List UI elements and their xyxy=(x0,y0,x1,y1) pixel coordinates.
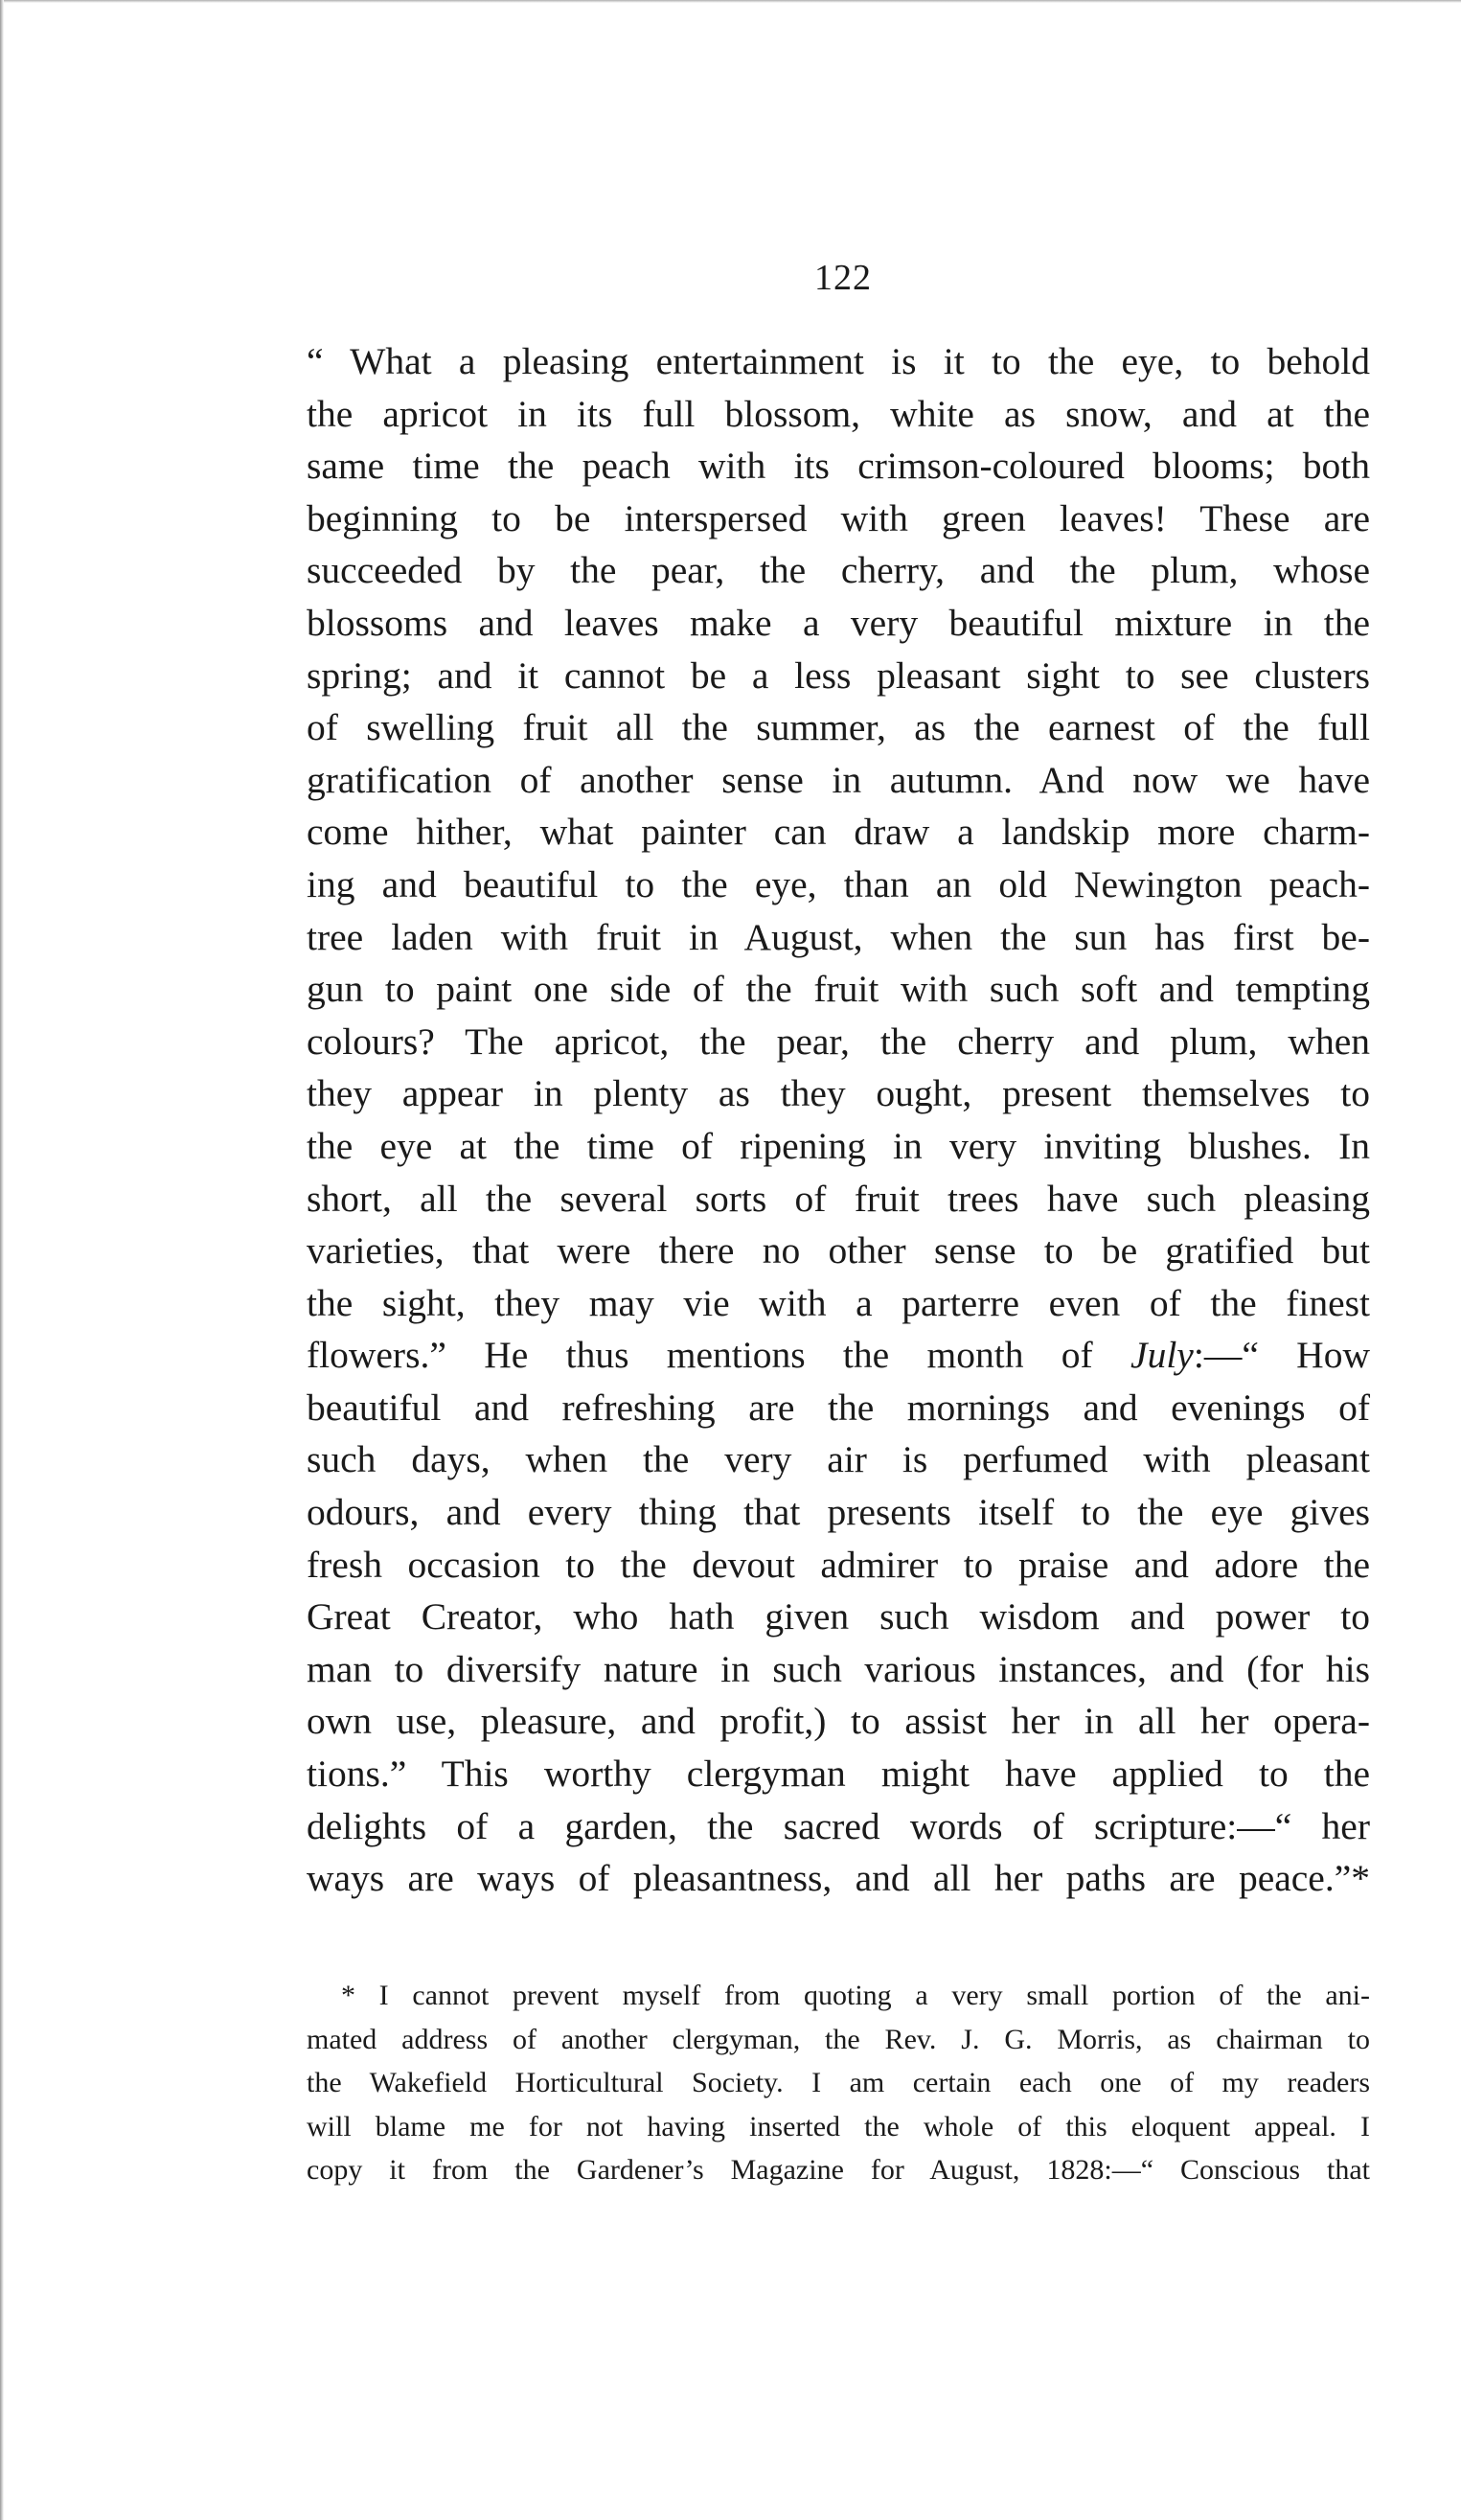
body-line: gratification of another sense in autumn. And now we have xyxy=(307,758,1370,801)
body-line: beautiful and refreshing are the mornings and evenings of xyxy=(307,1386,1370,1429)
body-line: succeeded by the pear, the cherry, and the plum, whose xyxy=(307,549,1370,592)
body-line: odours, and every thing that presents itself to the eye gives xyxy=(307,1491,1370,1534)
body-line: they appear in plenty as they ought, present themselves to xyxy=(307,1072,1370,1115)
body-line: come hither, what painter can draw a landskip more charm- xyxy=(307,811,1370,854)
footnote-line: mated address of another clergyman, the Rev. J. G. Morris, as chairman to xyxy=(307,2023,1370,2055)
body-line: Great Creator, who hath given such wisdom and power to xyxy=(307,1595,1370,1638)
body-line: man to diversify nature in such various instances, and (for his xyxy=(307,1647,1370,1690)
body-line: ing and beautiful to the eye, than an old Newington peach- xyxy=(307,862,1370,905)
body-line: the sight, they may vie with a parterre even of the finest xyxy=(307,1281,1370,1324)
page-number: 122 xyxy=(814,258,872,298)
body-line: of swelling fruit all the summer, as the earnest of the full xyxy=(307,706,1370,749)
body-line: short, all the several sorts of fruit trees have such pleasing xyxy=(307,1177,1370,1220)
page-top-edge xyxy=(0,0,1461,3)
month-name: July xyxy=(1130,1334,1194,1377)
body-line: delights of a garden, the sacred words of scripture:—“ her xyxy=(307,1804,1370,1847)
body-line: blossoms and leaves make a very beautiful mixture in the xyxy=(307,601,1370,644)
body-text xyxy=(307,335,1370,1905)
body-line: spring; and it cannot be a less pleasant sight to see clusters xyxy=(307,653,1370,697)
body-line: tions.” This worthy clergyman might have applied to the xyxy=(307,1753,1370,1796)
body-line: beginning to be interspersed with green leaves! These are xyxy=(307,496,1370,539)
body-line: flowers.” He thus mentions the month of July:—“ How xyxy=(307,1334,1370,1377)
body-line: fresh occasion to the devout admirer to praise and adore the xyxy=(307,1543,1370,1586)
body-line: the eye at the time of ripening in very inviting blushes. In xyxy=(307,1124,1370,1167)
body-line: varieties, that were there no other sense to be gratified but xyxy=(307,1229,1370,1272)
body-line: “ What a pleasing entertainment is it to the eye, to behold xyxy=(307,340,1370,382)
page-left-edge xyxy=(0,0,4,2520)
body-line: tree laden with fruit in August, when the sun has first be- xyxy=(307,915,1370,958)
body-line: colours? The apricot, the pear, the cherry and plum, when xyxy=(307,1019,1370,1063)
body-line: such days, when the very air is perfumed with pleasant xyxy=(307,1438,1370,1481)
body-line: gun to paint one side of the fruit with such soft and tempting xyxy=(307,968,1370,1011)
footnote-line: copy it from the Gardener’s Magazine for August, 1828:—“ Conscious that xyxy=(307,2154,1370,2186)
body-line: the apricot in its full blossom, white as snow, and at the xyxy=(307,392,1370,435)
footnote xyxy=(307,1974,1370,2192)
footnote-line: * I cannot prevent myself from quoting a very small portion of the ani- xyxy=(341,1980,1370,2011)
footnote-line: the Wakefield Horticultural Society. I am certain each one of my readers xyxy=(307,2067,1370,2098)
body-line: own use, pleasure, and profit,) to assist her in all her opera- xyxy=(307,1700,1370,1743)
body-line: ways are ways of pleasantness, and all her paths are peace.”* xyxy=(307,1857,1370,1900)
body-line: same time the peach with its crimson-coloured blooms; both xyxy=(307,445,1370,488)
footnote-line: will blame me for not having inserted the whole of this eloquent appeal. I xyxy=(307,2110,1370,2142)
